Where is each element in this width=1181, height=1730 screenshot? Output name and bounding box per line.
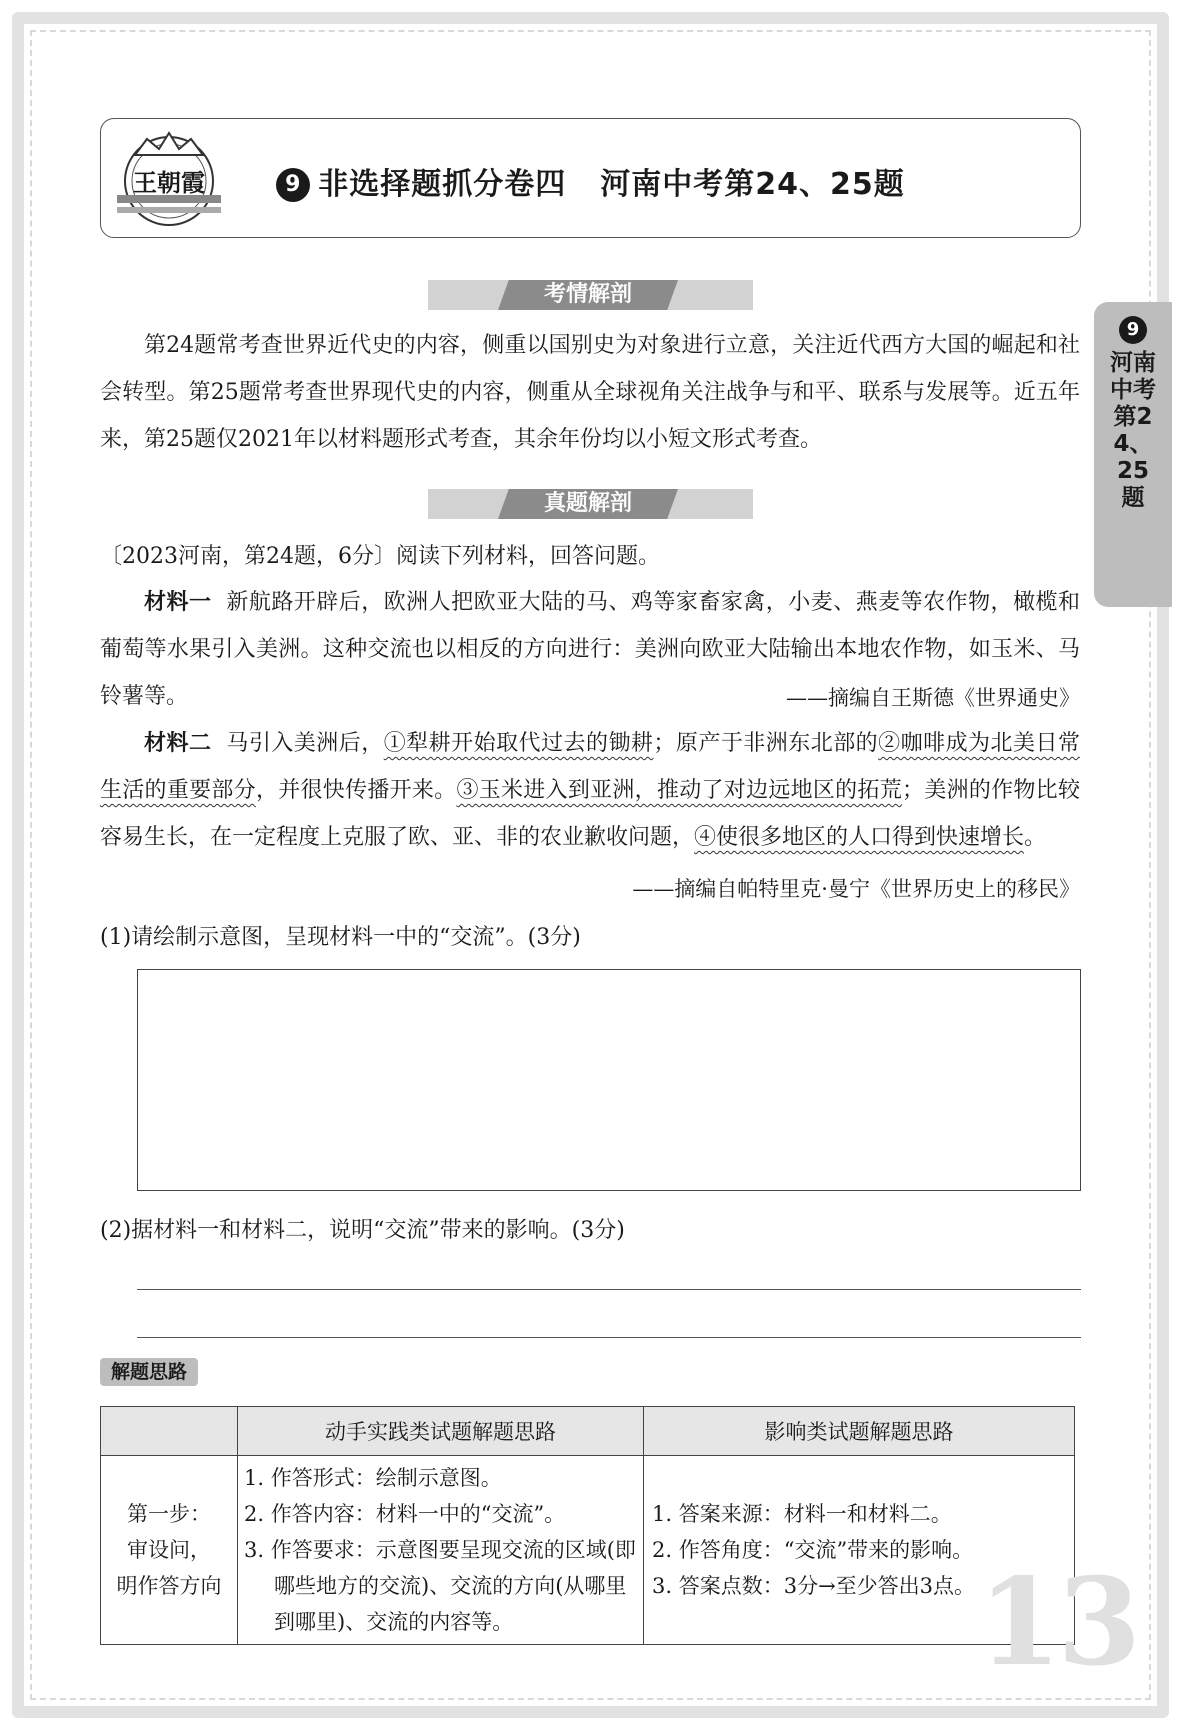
- step-line: 审设问，: [127, 1538, 211, 1562]
- material-two: [100, 720, 1080, 861]
- table-header-empty: [101, 1407, 238, 1456]
- solution-ideas-tag: 解题思路: [100, 1358, 198, 1386]
- side-tab-number: 9: [1119, 316, 1147, 344]
- question-1: (1)请绘制示意图，呈现材料一中的“交流”。(3分): [100, 925, 581, 950]
- material-two-label: 材料二: [144, 731, 212, 756]
- list-item: 1. 答案来源：材料一和材料二。: [652, 1502, 952, 1526]
- side-tab: [1094, 302, 1172, 607]
- material-one-label: 材料一: [144, 590, 212, 615]
- material-two-text: 马引入美洲后，: [226, 731, 384, 756]
- answer-line-1[interactable]: [137, 1289, 1081, 1290]
- material-two-citation: ——摘编自帕特里克·曼宁《世界历史上的移民》: [632, 877, 1080, 901]
- side-tab-text: 河南中考第24、25题: [1110, 350, 1156, 511]
- underlined-point-4: ④使很多地区的人口得到快速增长: [694, 825, 1025, 850]
- title-part1: 非选择题抓分卷四: [318, 167, 567, 202]
- table-header-col2: 影响类试题解题思路: [644, 1407, 1075, 1456]
- drawing-answer-box[interactable]: [137, 969, 1081, 1191]
- list-item: 2. 作答内容：材料一中的“交流”。: [244, 1502, 566, 1526]
- step-cell: [101, 1456, 238, 1645]
- section-banner-analysis: [428, 280, 753, 310]
- material-two-text: 。: [1024, 825, 1047, 850]
- list-item: 3. 答案点数：3分→至少答出3点。: [652, 1574, 976, 1598]
- title-part2: 河南中考第24、25题: [600, 167, 905, 202]
- underlined-point-2: ②咖啡成为北美日常生活的重要部分: [100, 731, 1080, 803]
- solution-table: [100, 1406, 1075, 1645]
- question-2: (2)据材料一和材料二，说明“交流”带来的影响。(3分): [100, 1218, 625, 1243]
- section-banner-label: 考情解剖: [543, 282, 632, 307]
- list-item: 2. 作答角度：“交流”带来的影响。: [652, 1538, 974, 1562]
- logo-text: 王朝霞: [133, 168, 205, 197]
- material-two-text: ，并很快传播开来。: [255, 778, 457, 803]
- material-two-text: ；原产于非洲东北部的: [653, 731, 879, 756]
- practice-ideas-cell: [238, 1456, 644, 1645]
- list-item: 1. 作答形式：绘制示意图。: [244, 1466, 502, 1490]
- table-header-col1: 动手实践类试题解题思路: [238, 1407, 644, 1456]
- answer-line-2[interactable]: [137, 1337, 1081, 1338]
- underlined-point-3: ③玉米进入到亚洲，推动了对边远地区的拓荒: [456, 778, 903, 803]
- material-two-text: ；美洲的作物比较容易生长，在一定程度上克服了欧、亚、非的农业歉收问题，: [100, 778, 1080, 850]
- page-title: [101, 159, 1080, 203]
- list-item: 3. 作答要求：示意图要呈现交流的区域(即哪些地方的交流)、交流的方向(从哪里到哪里)、交流的内容等。: [244, 1538, 636, 1634]
- step-line: 第一步：: [127, 1502, 211, 1526]
- underlined-point-1: ①犁耕开始取代过去的锄耕: [383, 731, 654, 756]
- material-one-citation: ——摘编自王斯德《世界通史》: [786, 686, 1080, 710]
- page-number: 13: [978, 1552, 1137, 1693]
- analysis-paragraph: 第24题常考查世界近代史的内容，侧重以国别史为对象进行立意，关注近代西方大国的崛起和社会转型。第25题常考查世界现代史的内容，侧重从全球视角关注战争与和平、联系与发展等。近五年来，第25题仅2021年以材料题形式考查，其余年份均以小短文形式考查。: [100, 333, 1080, 452]
- header-box: [100, 118, 1081, 238]
- step-line: 明作答方向: [116, 1574, 222, 1598]
- section-banner-exam: [428, 489, 753, 519]
- title-number-badge: 9: [276, 168, 310, 202]
- section-banner-label: 真题解剖: [543, 491, 632, 516]
- material-one-text: 新航路开辟后，欧洲人把欧亚大陆的马、鸡等家畜家禽，小麦、燕麦等农作物，橄榄和葡萄等水果引入美洲。这种交流也以相反的方向进行：美洲向欧亚大陆输出本地农作物，如玉米、马铃薯等。: [100, 590, 1080, 709]
- question-source: 〔2023河南，第24题，6分〕阅读下列材料，回答问题。: [100, 544, 660, 569]
